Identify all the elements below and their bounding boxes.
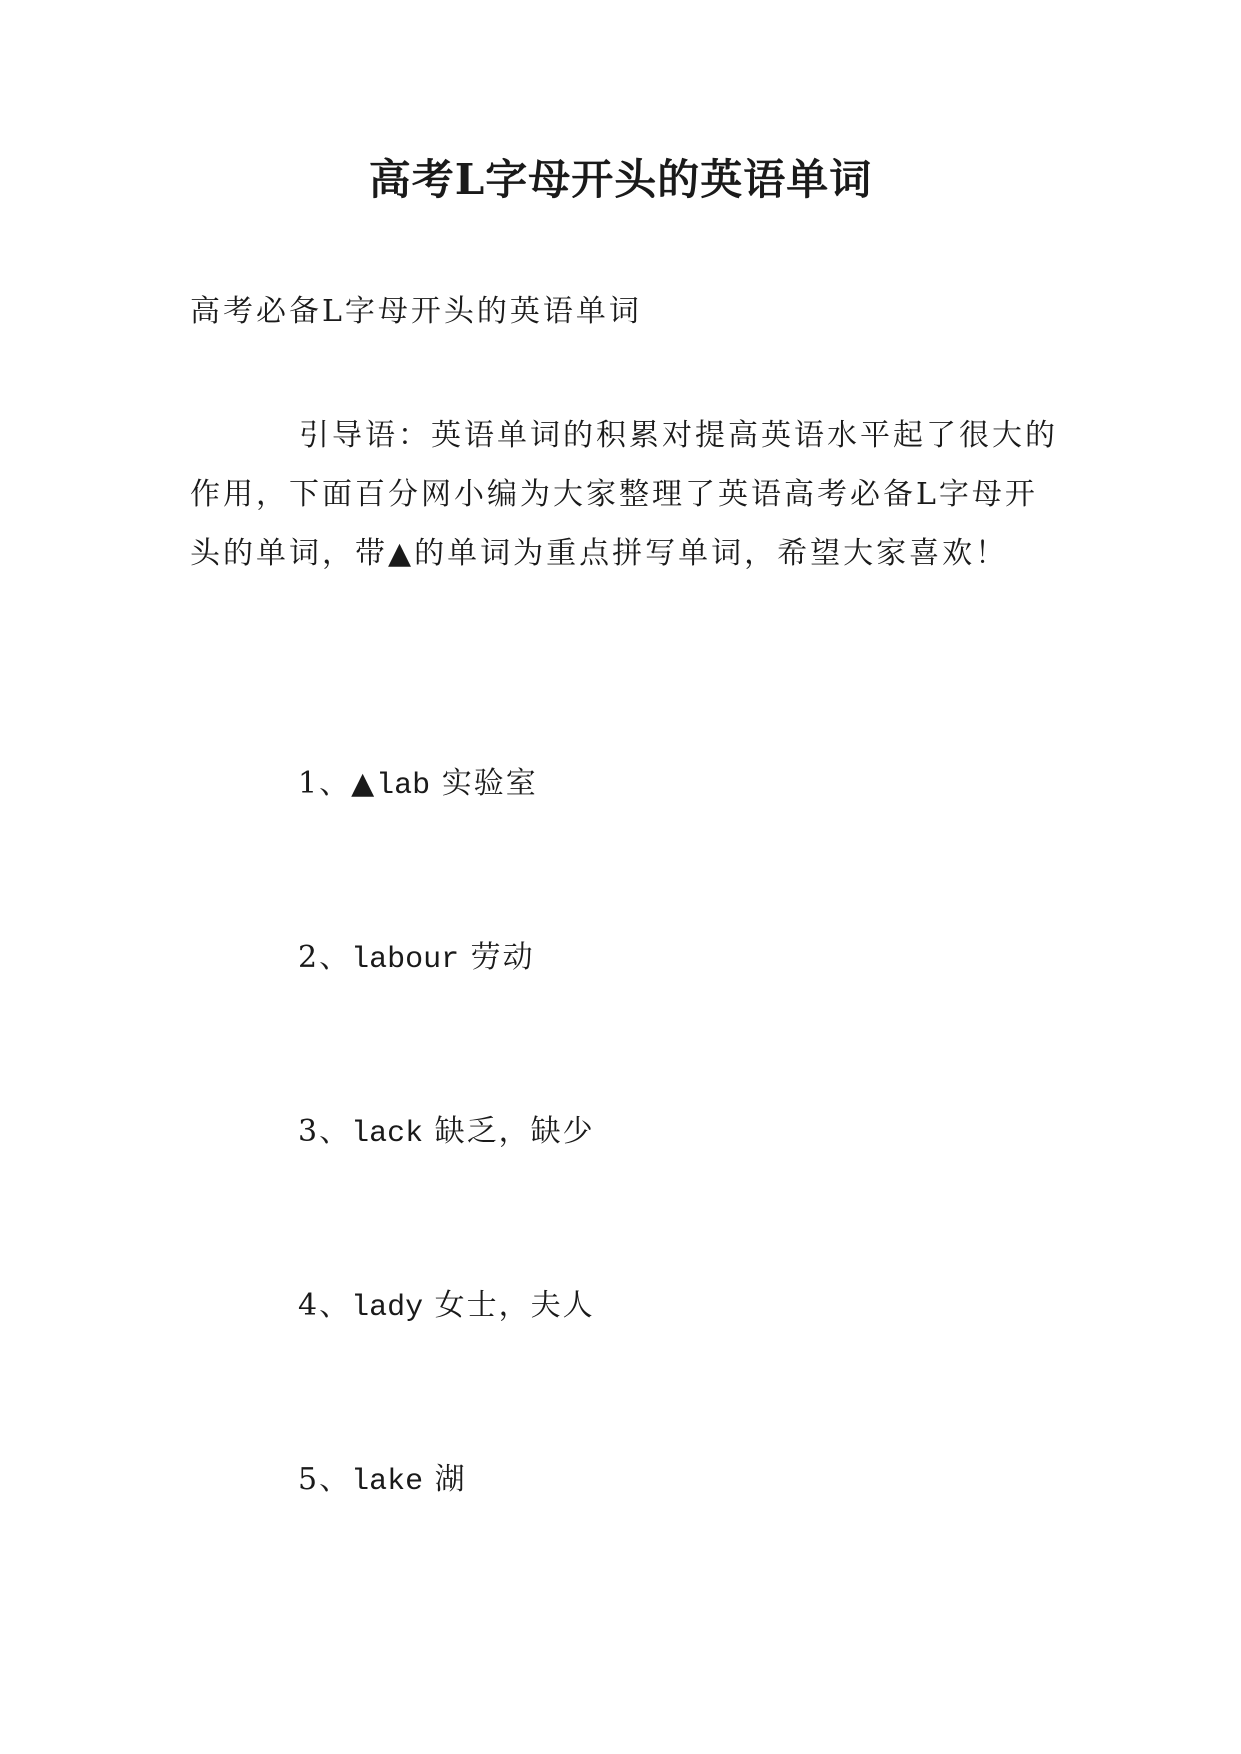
- entry-word: lab: [376, 769, 431, 803]
- key-spelling-triangle-icon: ▲: [351, 766, 377, 801]
- word-entry: [298, 1112, 595, 1154]
- entry-word: lake: [351, 1465, 424, 1499]
- entry-meaning: 劳动: [470, 940, 535, 975]
- word-entry: [298, 1286, 595, 1328]
- entry-meaning: 湖: [434, 1462, 467, 1497]
- intro-paragraph: 引导语：英语单词的积累对提高英语水平起了很大的作用，下面百分网小编为大家整理了英语高考必备L字母开头的单词，带▲的单词为重点拼写单词，希望大家喜欢！: [190, 418, 1058, 571]
- entry-meaning: 女士，夫人: [434, 1288, 595, 1323]
- entry-number: 4、: [298, 1288, 352, 1323]
- entry-meaning: 缺乏，缺少: [434, 1114, 595, 1149]
- entry-word: lack: [351, 1117, 424, 1151]
- word-entry: [298, 764, 538, 806]
- entry-number: 5、: [298, 1462, 352, 1497]
- entry-number: 1、: [298, 766, 352, 801]
- entry-number: 3、: [298, 1114, 352, 1149]
- entry-meaning: 实验室: [441, 766, 538, 801]
- entry-number: 2、: [298, 940, 352, 975]
- document-title: 高考L字母开头的英语单词: [368, 155, 873, 204]
- entry-word: lady: [351, 1291, 424, 1325]
- document-subtitle: 高考必备L字母开头的英语单词: [190, 294, 642, 329]
- entry-word: labour: [351, 943, 460, 977]
- word-entry: [298, 1460, 467, 1502]
- word-entry: [298, 938, 535, 980]
